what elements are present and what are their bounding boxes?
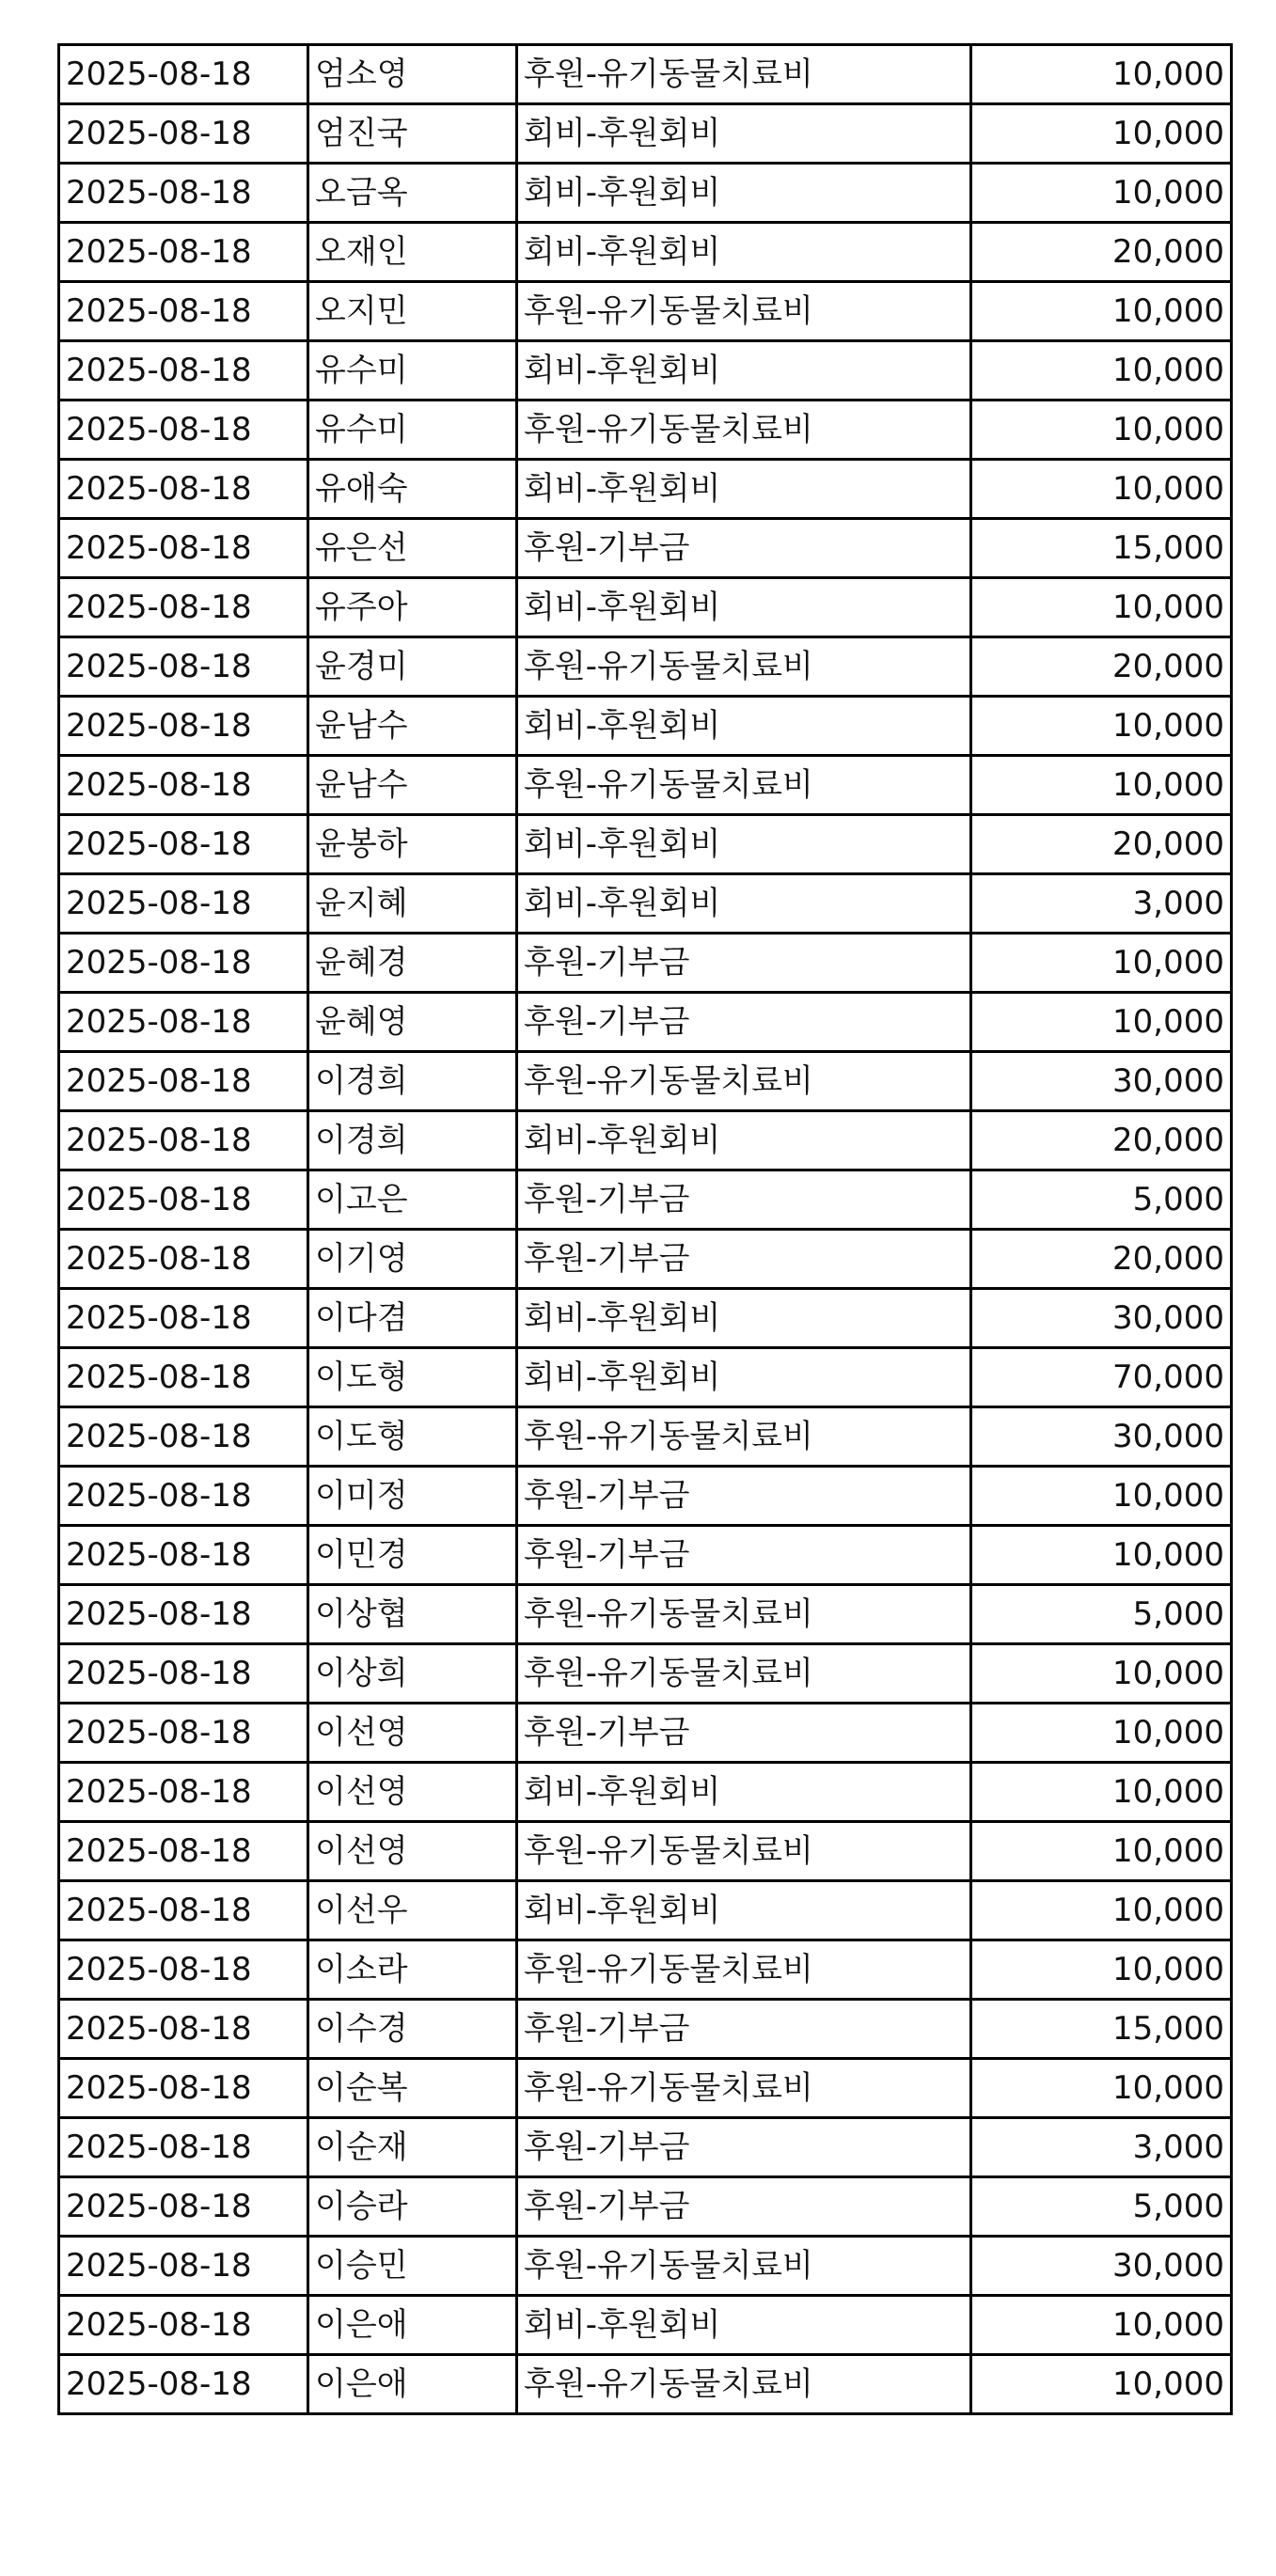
name-cell: 이경희 [308,1111,517,1170]
date-cell: 2025-08-18 [59,1881,308,1940]
name-cell: 이고은 [308,1170,517,1230]
table-row [59,1940,1232,2000]
date-cell: 2025-08-18 [59,2000,308,2059]
name-cell: 엄소영 [308,45,517,104]
name-cell: 이선영 [308,1763,517,1822]
date-cell: 2025-08-18 [59,637,308,697]
table-row [59,874,1232,934]
name-cell: 이민경 [308,1526,517,1585]
category-cell: 회비-후원회비 [517,1881,971,1940]
amount-cell: 3,000 [971,874,1232,934]
name-cell: 유수미 [308,401,517,460]
name-cell: 유수미 [308,341,517,401]
category-cell: 후원-유기동물치료비 [517,1644,971,1704]
name-cell: 이선우 [308,1881,517,1940]
date-cell: 2025-08-18 [59,2177,308,2237]
table-row [59,934,1232,993]
ledger-body [59,45,1232,2414]
name-cell: 이은애 [308,2296,517,2355]
name-cell: 이순재 [308,2118,517,2177]
amount-cell: 10,000 [971,2059,1232,2118]
amount-cell: 10,000 [971,282,1232,341]
amount-cell: 15,000 [971,2000,1232,2059]
amount-cell: 30,000 [971,1407,1232,1467]
date-cell: 2025-08-18 [59,697,308,756]
table-row [59,104,1232,164]
amount-cell: 30,000 [971,2237,1232,2296]
date-cell: 2025-08-18 [59,223,308,282]
date-cell: 2025-08-18 [59,1526,308,1585]
name-cell: 윤혜영 [308,993,517,1052]
amount-cell: 10,000 [971,1704,1232,1763]
category-cell: 회비-후원회비 [517,578,971,637]
table-row [59,1526,1232,1585]
date-cell: 2025-08-18 [59,282,308,341]
date-cell: 2025-08-18 [59,2296,308,2355]
date-cell: 2025-08-18 [59,1289,308,1348]
date-cell: 2025-08-18 [59,815,308,874]
name-cell: 엄진국 [308,104,517,164]
date-cell: 2025-08-18 [59,2355,308,2414]
name-cell: 윤남수 [308,756,517,815]
category-cell: 회비-후원회비 [517,2296,971,2355]
date-cell: 2025-08-18 [59,1230,308,1289]
table-row [59,282,1232,341]
amount-cell: 10,000 [971,934,1232,993]
category-cell: 후원-유기동물치료비 [517,1822,971,1881]
category-cell: 후원-유기동물치료비 [517,637,971,697]
date-cell: 2025-08-18 [59,1763,308,1822]
table-row [59,519,1232,578]
amount-cell: 70,000 [971,1348,1232,1407]
name-cell: 이상희 [308,1644,517,1704]
amount-cell: 10,000 [971,341,1232,401]
amount-cell: 10,000 [971,1940,1232,2000]
category-cell: 회비-후원회비 [517,1348,971,1407]
name-cell: 윤봉하 [308,815,517,874]
date-cell: 2025-08-18 [59,2059,308,2118]
name-cell: 오지민 [308,282,517,341]
date-cell: 2025-08-18 [59,164,308,223]
category-cell: 후원-기부금 [517,2000,971,2059]
amount-cell: 10,000 [971,756,1232,815]
table-row [59,460,1232,519]
name-cell: 이도형 [308,1348,517,1407]
table-row [59,1170,1232,1230]
category-cell: 회비-후원회비 [517,341,971,401]
category-cell: 후원-기부금 [517,1467,971,1526]
amount-cell: 30,000 [971,1052,1232,1111]
date-cell: 2025-08-18 [59,1940,308,2000]
name-cell: 이도형 [308,1407,517,1467]
category-cell: 후원-유기동물치료비 [517,1052,971,1111]
name-cell: 윤경미 [308,637,517,697]
table-row [59,45,1232,104]
category-cell: 후원-유기동물치료비 [517,2237,971,2296]
category-cell: 회비-후원회비 [517,460,971,519]
name-cell: 이승라 [308,2177,517,2237]
amount-cell: 20,000 [971,815,1232,874]
name-cell: 이상협 [308,1585,517,1644]
date-cell: 2025-08-18 [59,874,308,934]
table-row [59,2355,1232,2414]
table-row [59,1822,1232,1881]
table-row [59,2118,1232,2177]
date-cell: 2025-08-18 [59,2118,308,2177]
table-row [59,1052,1232,1111]
table-row [59,2177,1232,2237]
table-row [59,756,1232,815]
category-cell: 후원-유기동물치료비 [517,45,971,104]
name-cell: 이은애 [308,2355,517,2414]
table-row [59,578,1232,637]
amount-cell: 10,000 [971,578,1232,637]
date-cell: 2025-08-18 [59,341,308,401]
table-row [59,1763,1232,1822]
table-row [59,637,1232,697]
category-cell: 후원-기부금 [517,2177,971,2237]
table-row [59,1585,1232,1644]
table-row [59,1348,1232,1407]
category-cell: 후원-기부금 [517,1170,971,1230]
name-cell: 유애숙 [308,460,517,519]
amount-cell: 10,000 [971,697,1232,756]
amount-cell: 10,000 [971,1526,1232,1585]
date-cell: 2025-08-18 [59,756,308,815]
amount-cell: 10,000 [971,1881,1232,1940]
amount-cell: 10,000 [971,401,1232,460]
amount-cell: 10,000 [971,1822,1232,1881]
category-cell: 후원-유기동물치료비 [517,1585,971,1644]
name-cell: 이경희 [308,1052,517,1111]
amount-cell: 10,000 [971,1467,1232,1526]
amount-cell: 10,000 [971,45,1232,104]
table-row [59,1407,1232,1467]
date-cell: 2025-08-18 [59,401,308,460]
date-cell: 2025-08-18 [59,104,308,164]
category-cell: 후원-기부금 [517,519,971,578]
category-cell: 회비-후원회비 [517,1289,971,1348]
name-cell: 유주아 [308,578,517,637]
date-cell: 2025-08-18 [59,45,308,104]
name-cell: 이소라 [308,1940,517,2000]
table-row [59,1230,1232,1289]
name-cell: 윤지혜 [308,874,517,934]
category-cell: 회비-후원회비 [517,1763,971,1822]
amount-cell: 10,000 [971,1763,1232,1822]
amount-cell: 30,000 [971,1289,1232,1348]
name-cell: 이승민 [308,2237,517,2296]
name-cell: 이다겸 [308,1289,517,1348]
table-row [59,223,1232,282]
amount-cell: 3,000 [971,2118,1232,2177]
table-row [59,815,1232,874]
category-cell: 후원-기부금 [517,993,971,1052]
table-row [59,1467,1232,1526]
date-cell: 2025-08-18 [59,993,308,1052]
date-cell: 2025-08-18 [59,519,308,578]
date-cell: 2025-08-18 [59,934,308,993]
table-row [59,1881,1232,1940]
amount-cell: 5,000 [971,2177,1232,2237]
name-cell: 이미정 [308,1467,517,1526]
date-cell: 2025-08-18 [59,1407,308,1467]
table-row [59,2059,1232,2118]
name-cell: 유은선 [308,519,517,578]
table-row [59,2296,1232,2355]
name-cell: 이선영 [308,1704,517,1763]
amount-cell: 10,000 [971,2296,1232,2355]
category-cell: 후원-기부금 [517,1230,971,1289]
name-cell: 오금옥 [308,164,517,223]
date-cell: 2025-08-18 [59,1644,308,1704]
category-cell: 회비-후원회비 [517,815,971,874]
donation-ledger-table [57,43,1233,2415]
amount-cell: 5,000 [971,1585,1232,1644]
category-cell: 후원-기부금 [517,1526,971,1585]
category-cell: 회비-후원회비 [517,874,971,934]
category-cell: 후원-유기동물치료비 [517,1407,971,1467]
amount-cell: 15,000 [971,519,1232,578]
name-cell: 오재인 [308,223,517,282]
amount-cell: 20,000 [971,223,1232,282]
category-cell: 회비-후원회비 [517,697,971,756]
date-cell: 2025-08-18 [59,460,308,519]
table-row [59,2000,1232,2059]
amount-cell: 10,000 [971,460,1232,519]
name-cell: 이기영 [308,1230,517,1289]
category-cell: 후원-유기동물치료비 [517,2355,971,2414]
table-row [59,1111,1232,1170]
category-cell: 후원-유기동물치료비 [517,2059,971,2118]
name-cell: 윤혜경 [308,934,517,993]
category-cell: 후원-유기동물치료비 [517,401,971,460]
amount-cell: 10,000 [971,1644,1232,1704]
name-cell: 이선영 [308,1822,517,1881]
amount-cell: 10,000 [971,164,1232,223]
date-cell: 2025-08-18 [59,1467,308,1526]
category-cell: 후원-기부금 [517,934,971,993]
category-cell: 회비-후원회비 [517,104,971,164]
amount-cell: 10,000 [971,993,1232,1052]
date-cell: 2025-08-18 [59,1111,308,1170]
table-row [59,164,1232,223]
date-cell: 2025-08-18 [59,1585,308,1644]
category-cell: 후원-유기동물치료비 [517,1940,971,2000]
date-cell: 2025-08-18 [59,578,308,637]
amount-cell: 20,000 [971,1230,1232,1289]
amount-cell: 10,000 [971,104,1232,164]
amount-cell: 5,000 [971,1170,1232,1230]
amount-cell: 20,000 [971,637,1232,697]
table-row [59,993,1232,1052]
table-row [59,1704,1232,1763]
date-cell: 2025-08-18 [59,1822,308,1881]
date-cell: 2025-08-18 [59,1348,308,1407]
category-cell: 후원-기부금 [517,1704,971,1763]
category-cell: 회비-후원회비 [517,1111,971,1170]
amount-cell: 20,000 [971,1111,1232,1170]
date-cell: 2025-08-18 [59,1052,308,1111]
category-cell: 후원-기부금 [517,2118,971,2177]
name-cell: 윤남수 [308,697,517,756]
table-row [59,1644,1232,1704]
date-cell: 2025-08-18 [59,1170,308,1230]
category-cell: 회비-후원회비 [517,223,971,282]
name-cell: 이순복 [308,2059,517,2118]
category-cell: 후원-유기동물치료비 [517,282,971,341]
table-row [59,1289,1232,1348]
name-cell: 이수경 [308,2000,517,2059]
category-cell: 회비-후원회비 [517,164,971,223]
category-cell: 후원-유기동물치료비 [517,756,971,815]
date-cell: 2025-08-18 [59,2237,308,2296]
table-row [59,341,1232,401]
table-row [59,697,1232,756]
table-row [59,401,1232,460]
table-row [59,2237,1232,2296]
date-cell: 2025-08-18 [59,1704,308,1763]
amount-cell: 10,000 [971,2355,1232,2414]
